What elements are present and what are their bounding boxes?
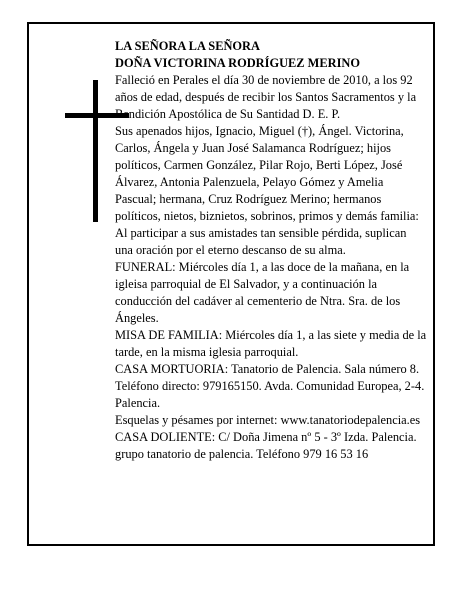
heading-line-1: LA SEÑORA LA SEÑORA — [115, 39, 260, 53]
death-paragraph: Falleció en Perales el día 30 de noviembre de 2010, a los 92 años de edad, después de recibir los Santos Sacramentos y la Bendición Apostólica de Su Santidad D. E. P. — [115, 73, 417, 121]
mortuary-paragraph: CASA MORTUORIA: Tanatorio de Palencia. Sala número 8. Teléfono directo: 979165150. Avda. Comunidad Europea, 2-4. Palencia. — [115, 362, 425, 410]
cross-vertical-bar — [93, 80, 98, 222]
funeral-paragraph: FUNERAL: Miércoles día 1, a las doce de la mañana, en la igleisa parroquial de El Salvador, y a continuación la conducción del cadáver al cementerio de Ntra. Sra. de los Ángeles. — [115, 260, 410, 325]
request-paragraph: Al participar a sus amistades tan sensible pérdida, suplican una oración por el eterno descanso de su alma. — [115, 226, 407, 257]
obituary-text — [115, 38, 427, 463]
deceased-name: DOÑA VICTORINA RODRÍGUEZ MERINO — [115, 56, 360, 70]
mourning-house-paragraph: CASA DOLIENTE: C/ Doña Jimena nº 5 - 3º Izda. Palencia. — [115, 430, 417, 444]
condolences-paragraph: Esquelas y pésames por internet: www.tanatoriodepalencia.es — [115, 413, 421, 427]
family-mass-paragraph: MISA DE FAMILIA: Miércoles día 1, a las siete y media de la tarde, en la misma iglesia parroquial. — [115, 328, 427, 359]
family-paragraph: Sus apenados hijos, Ignacio, Miguel (†), Ángel. Victorina, Carlos, Ángela y Juan José Salamanca Rodríguez; hijos políticos, Carmen González, Pilar Rojo, Berti López, José Álvarez, Antonia Palenzuela, Pelayo Gómez y Amelia Pascual; hermana, Cruz Rodríguez Merino; hermanos políticos, nietos, biznietos, sobrinos, primos y demás familia: — [115, 124, 419, 223]
footer-line: grupo tanatorio de palencia. Teléfono 979 16 53 16 — [115, 447, 369, 461]
